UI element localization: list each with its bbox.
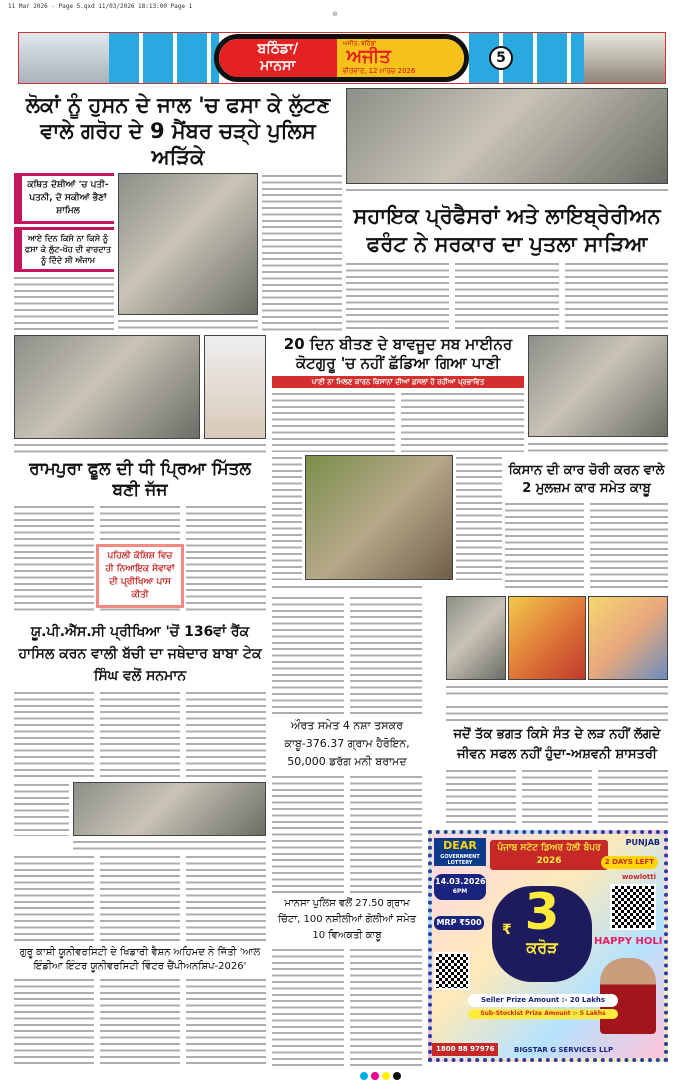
headline-ashwani-shastri: ਜਦੋਂ ਤੱਕ ਭਗਤ ਕਿਸੇ ਸੰਤ ਦੇ ਲੜ ਨਹੀਂ ਲੱਗਦੇ ਜੀਵਨ ਸਫਲ ਨਹੀਂ ਹੁੰਦਾ-ਅਸ਼ਵਨੀ ਸ਼ਾਸਤਰੀ xyxy=(453,727,661,762)
paper-name: ਅਜੀਤ xyxy=(346,46,391,67)
draw-date: 14.03.2026 6PM xyxy=(434,874,486,900)
headline-guru-kashi: ਗੁਰੂ ਕਾਸ਼ੀ ਯੂਨੀਵਰਸਿਟੀ ਦੇ ਖਿਡਾਰੀ ਵੈਸ਼ਨ ਅਹਿਮਦ ਨੇ ਜਿੱਤੀ 'ਆਲ ਇੰਡੀਆ ਇੰਟਰ ਯੂਨੀਵਰਸਿਟੀ ਵਿੰਟਰ ਚੈਂਪੀਅਨਸ਼ਿਪ-2026' xyxy=(19,947,261,972)
article-body xyxy=(456,455,502,580)
article-body xyxy=(272,391,524,452)
article-body xyxy=(346,261,668,332)
headline-heroin-seizure: ਔਰਤ ਸਮੇਤ 4 ਨਸ਼ਾ ਤਸਕਰ ਕਾਬੂ-376.37 ਗ੍ਰਾਮ ਹੈਰੋਇਨ, 50,000 ਡਰੱਗ ਮਨੀ ਬਰਾਮਦ xyxy=(284,719,410,768)
arrested-gang-photo xyxy=(118,173,258,315)
photo-caption xyxy=(73,839,266,851)
honour-ceremony-photo xyxy=(73,782,266,836)
highlight-column xyxy=(14,173,114,332)
fort-image xyxy=(584,33,666,83)
mrp-badge: MRP ₹500 xyxy=(434,916,484,930)
highlight-text: ਪਹਿਲੀ ਕੋਸ਼ਿਸ਼ ਵਿਚ ਹੀ ਨਿਆਇਕ ਸੇਵਾਵਾਂ ਦੀ ਪ੍ਰੀਖਿਆ ਪਾਸ ਕੀਤੀ xyxy=(99,547,181,605)
highlight-box xyxy=(96,544,184,608)
center-column xyxy=(272,584,422,1066)
headline-car-theft: ਕਿਸਾਨ ਦੀ ਕਾਰ ਚੋਰੀ ਕਰਨ ਵਾਲੇ 2 ਮੁਲਜ਼ਮ ਕਾਰ ਸਮੇਤ ਕਾਬੂ xyxy=(508,463,665,496)
article-body xyxy=(505,501,668,592)
wowlotti-logo: wowlotti xyxy=(621,873,656,881)
color-registration-bar xyxy=(360,1072,401,1080)
days-left-badge: 2 DAYS LEFT xyxy=(601,856,658,869)
article-body xyxy=(14,854,266,943)
sub-stockist-prize: Sub-Stockist Prize Amount :- 5 Lakhs xyxy=(468,1009,618,1019)
headline-minor-water: 20 ਦਿਨ ਬੀਤਣ ਦੇ ਬਾਵਜੂਦ ਸਬ ਮਾਈਨਰ ਕੋਟਗੁਰੂ 'ਚ ਨਹੀਂ ਛੱਡਿਆ ਗਿਆ ਪਾਣੀ xyxy=(283,335,513,372)
story-minor xyxy=(272,335,524,452)
photo-caption xyxy=(14,442,266,456)
article-body xyxy=(272,774,422,893)
felicitation-photo xyxy=(14,335,200,439)
rupee-symbol: ₹ xyxy=(502,922,512,938)
page-number: 5 xyxy=(489,46,513,70)
lottery-advertisement[interactable] xyxy=(428,830,668,1062)
protest-photo xyxy=(346,88,668,184)
police-arrest-photo xyxy=(528,335,668,437)
qr-code-icon[interactable] xyxy=(434,952,470,990)
article-body xyxy=(272,455,302,580)
highlight-box: ਕਥਿਤ ਦੋਸ਼ੀਆਂ 'ਚ ਪਤੀ-ਪਤਨੀ, ਦੋ ਸਕੀਆਂ ਭੈਣਾਂ ਸ਼ਾਮਿਲ xyxy=(14,173,114,224)
edition-name-2: ਮਾਨਸਾ xyxy=(260,58,296,74)
prize-badge: 3 ਕਰੋੜ xyxy=(492,886,592,982)
article-body xyxy=(446,768,668,826)
article-body xyxy=(14,977,266,1066)
ad-title: ਪੰਜਾਬ ਸਟੇਟ ਡਿਅਰ ਹੋਲੀ ਬੰਪਰ 2026 xyxy=(490,840,608,870)
print-slug: 11 Mar 2026 - Page 5.qxd 11/03/2026 18:13:00 Page 1 xyxy=(8,3,193,10)
stage-photo xyxy=(588,596,668,680)
story-ashwani-shastri xyxy=(446,704,668,826)
pattern-band xyxy=(469,33,584,83)
photo-row xyxy=(14,335,266,439)
headline-upsc: ਯੂ.ਪੀ.ਐੱਸ.ਸੀ ਪ੍ਰੀਖਿਆ 'ਚੋਂ 136ਵਾਂ ਰੈਂਕ ਹਾਸਿਲ ਕਰਨ ਵਾਲੀ ਬੱਚੀ ਦਾ ਜਥੇਦਾਰ ਬਾਬਾ ਟੇਕ ਸਿੰਘ ਵਲੋਂ ਸਨਮਾਨ xyxy=(18,624,262,684)
headline-mansa-police: ਮਾਨਸਾ ਪੁਲਿਸ ਵਲੋਂ 27.50 ਗ੍ਰਾਮ ਚਿੱਟਾ, 100 ਨਸ਼ੀਲੀਆਂ ਗੋਲੀਆਂ ਸਮੇਤ 10 ਵਿਅਕਤੀ ਕਾਬੂ xyxy=(277,898,417,941)
seller-prize: Seller Prize Amount :- 20 Lakhs xyxy=(468,994,618,1007)
photo-caption xyxy=(118,318,258,332)
qr-code-icon[interactable] xyxy=(610,884,656,930)
article-body xyxy=(272,947,422,1066)
punjab-lotteries-logo: PUNJAB xyxy=(625,838,660,847)
religious-event-photo xyxy=(508,596,586,680)
headline-professors: ਸਹਾਇਕ ਪ੍ਰੋਫੈਸਰਾਂ ਅਤੇ ਲਾਇਬ੍ਰੇਰੀਅਨ ਫਰੰਟ ਨੇ ਸਰਕਾਰ ਦਾ ਪੁਤਲਾ ਸਾੜਿਆ xyxy=(353,204,661,256)
photo-column xyxy=(118,173,258,332)
photo-caption xyxy=(446,684,668,698)
story-honey-trap xyxy=(14,92,342,332)
registration-mark: ⊕ xyxy=(332,10,338,18)
paper-label: ਅਜੀਤ, ਬਠਿੰਡਾ xyxy=(342,40,377,47)
article-body xyxy=(262,173,342,332)
photo-caption xyxy=(528,441,668,455)
photo-row xyxy=(14,782,266,836)
story-car-theft xyxy=(505,462,668,592)
article-body xyxy=(14,690,266,779)
agent-name: BIGSTAR G SERVICES LLP xyxy=(514,1046,614,1054)
photo-caption xyxy=(346,187,668,195)
headline-judge: ਰਾਮਪੁਰਾ ਫੂਲ ਦੀ ਧੀ ਪ੍ਰਿਆ ਮਿੱਤਲ ਬਣੀ ਜੱਜ xyxy=(29,459,251,500)
headline-honey-trap: ਲੋਕਾਂ ਨੂੰ ਹੁਸਨ ਦੇ ਜਾਲ 'ਚ ਫਸਾ ਕੇ ਲੁੱਟਣ ਵਾਲੇ ਗਰੋਹ ਦੇ 9 ਮੈਂਬਰ ਚੜ੍ਹੇ ਪੁਲਿਸ ਅੜਿੱਕੇ xyxy=(25,93,331,169)
event-photo xyxy=(446,596,506,680)
masthead xyxy=(18,32,666,84)
left-column xyxy=(14,335,266,1066)
dry-canal-photo xyxy=(305,455,453,580)
article-body xyxy=(14,275,114,332)
judge-article xyxy=(14,504,266,614)
subheadline-bar: ਪਾਣੀ ਨਾ ਮਿਲਣ ਕਾਰਨ ਕਿਸਾਨਾਂ ਦੀਆਂ ਫ਼ਸਲਾਂ ਹੋ ਰਹੀਆਂ ਪ੍ਰਭਾਵਿਤ xyxy=(272,376,524,388)
pattern-band xyxy=(109,33,219,83)
photo-caption xyxy=(272,584,422,592)
tollfree-number[interactable]: 1800 88 97976 xyxy=(432,1043,498,1056)
prize-amounts xyxy=(468,994,618,1019)
story-professors xyxy=(346,88,668,332)
highlight-box: ਆਏ ਦਿਨ ਕਿਸੇ ਨਾ ਕਿਸੇ ਨੂੰ ਫਸਾ ਕੇ ਲੁੱਟ-ਖੋਹ ਦੀ ਵਾਰਦਾਤ ਨੂੰ ਦਿੰਦੇ ਸੀ ਅੰਜਾਮ xyxy=(14,227,114,272)
masthead-logo xyxy=(214,34,469,82)
article-body xyxy=(272,595,422,714)
issue-date: ਵੀਰਵਾਰ, 12 ਮਾਰਚ 2026 xyxy=(342,67,416,75)
edition-name: ਬਠਿੰਡਾ/ xyxy=(257,41,299,57)
article-body xyxy=(14,782,69,836)
article-body xyxy=(446,704,668,722)
priya-mittal-portrait xyxy=(204,335,266,439)
story-body-row xyxy=(14,173,342,332)
happy-holi-graphic: HAPPY HOLI xyxy=(594,936,663,947)
dear-lottery-logo: DEAR GOVERNMENT LOTTERY xyxy=(434,838,486,866)
power-plant-image xyxy=(19,33,109,83)
